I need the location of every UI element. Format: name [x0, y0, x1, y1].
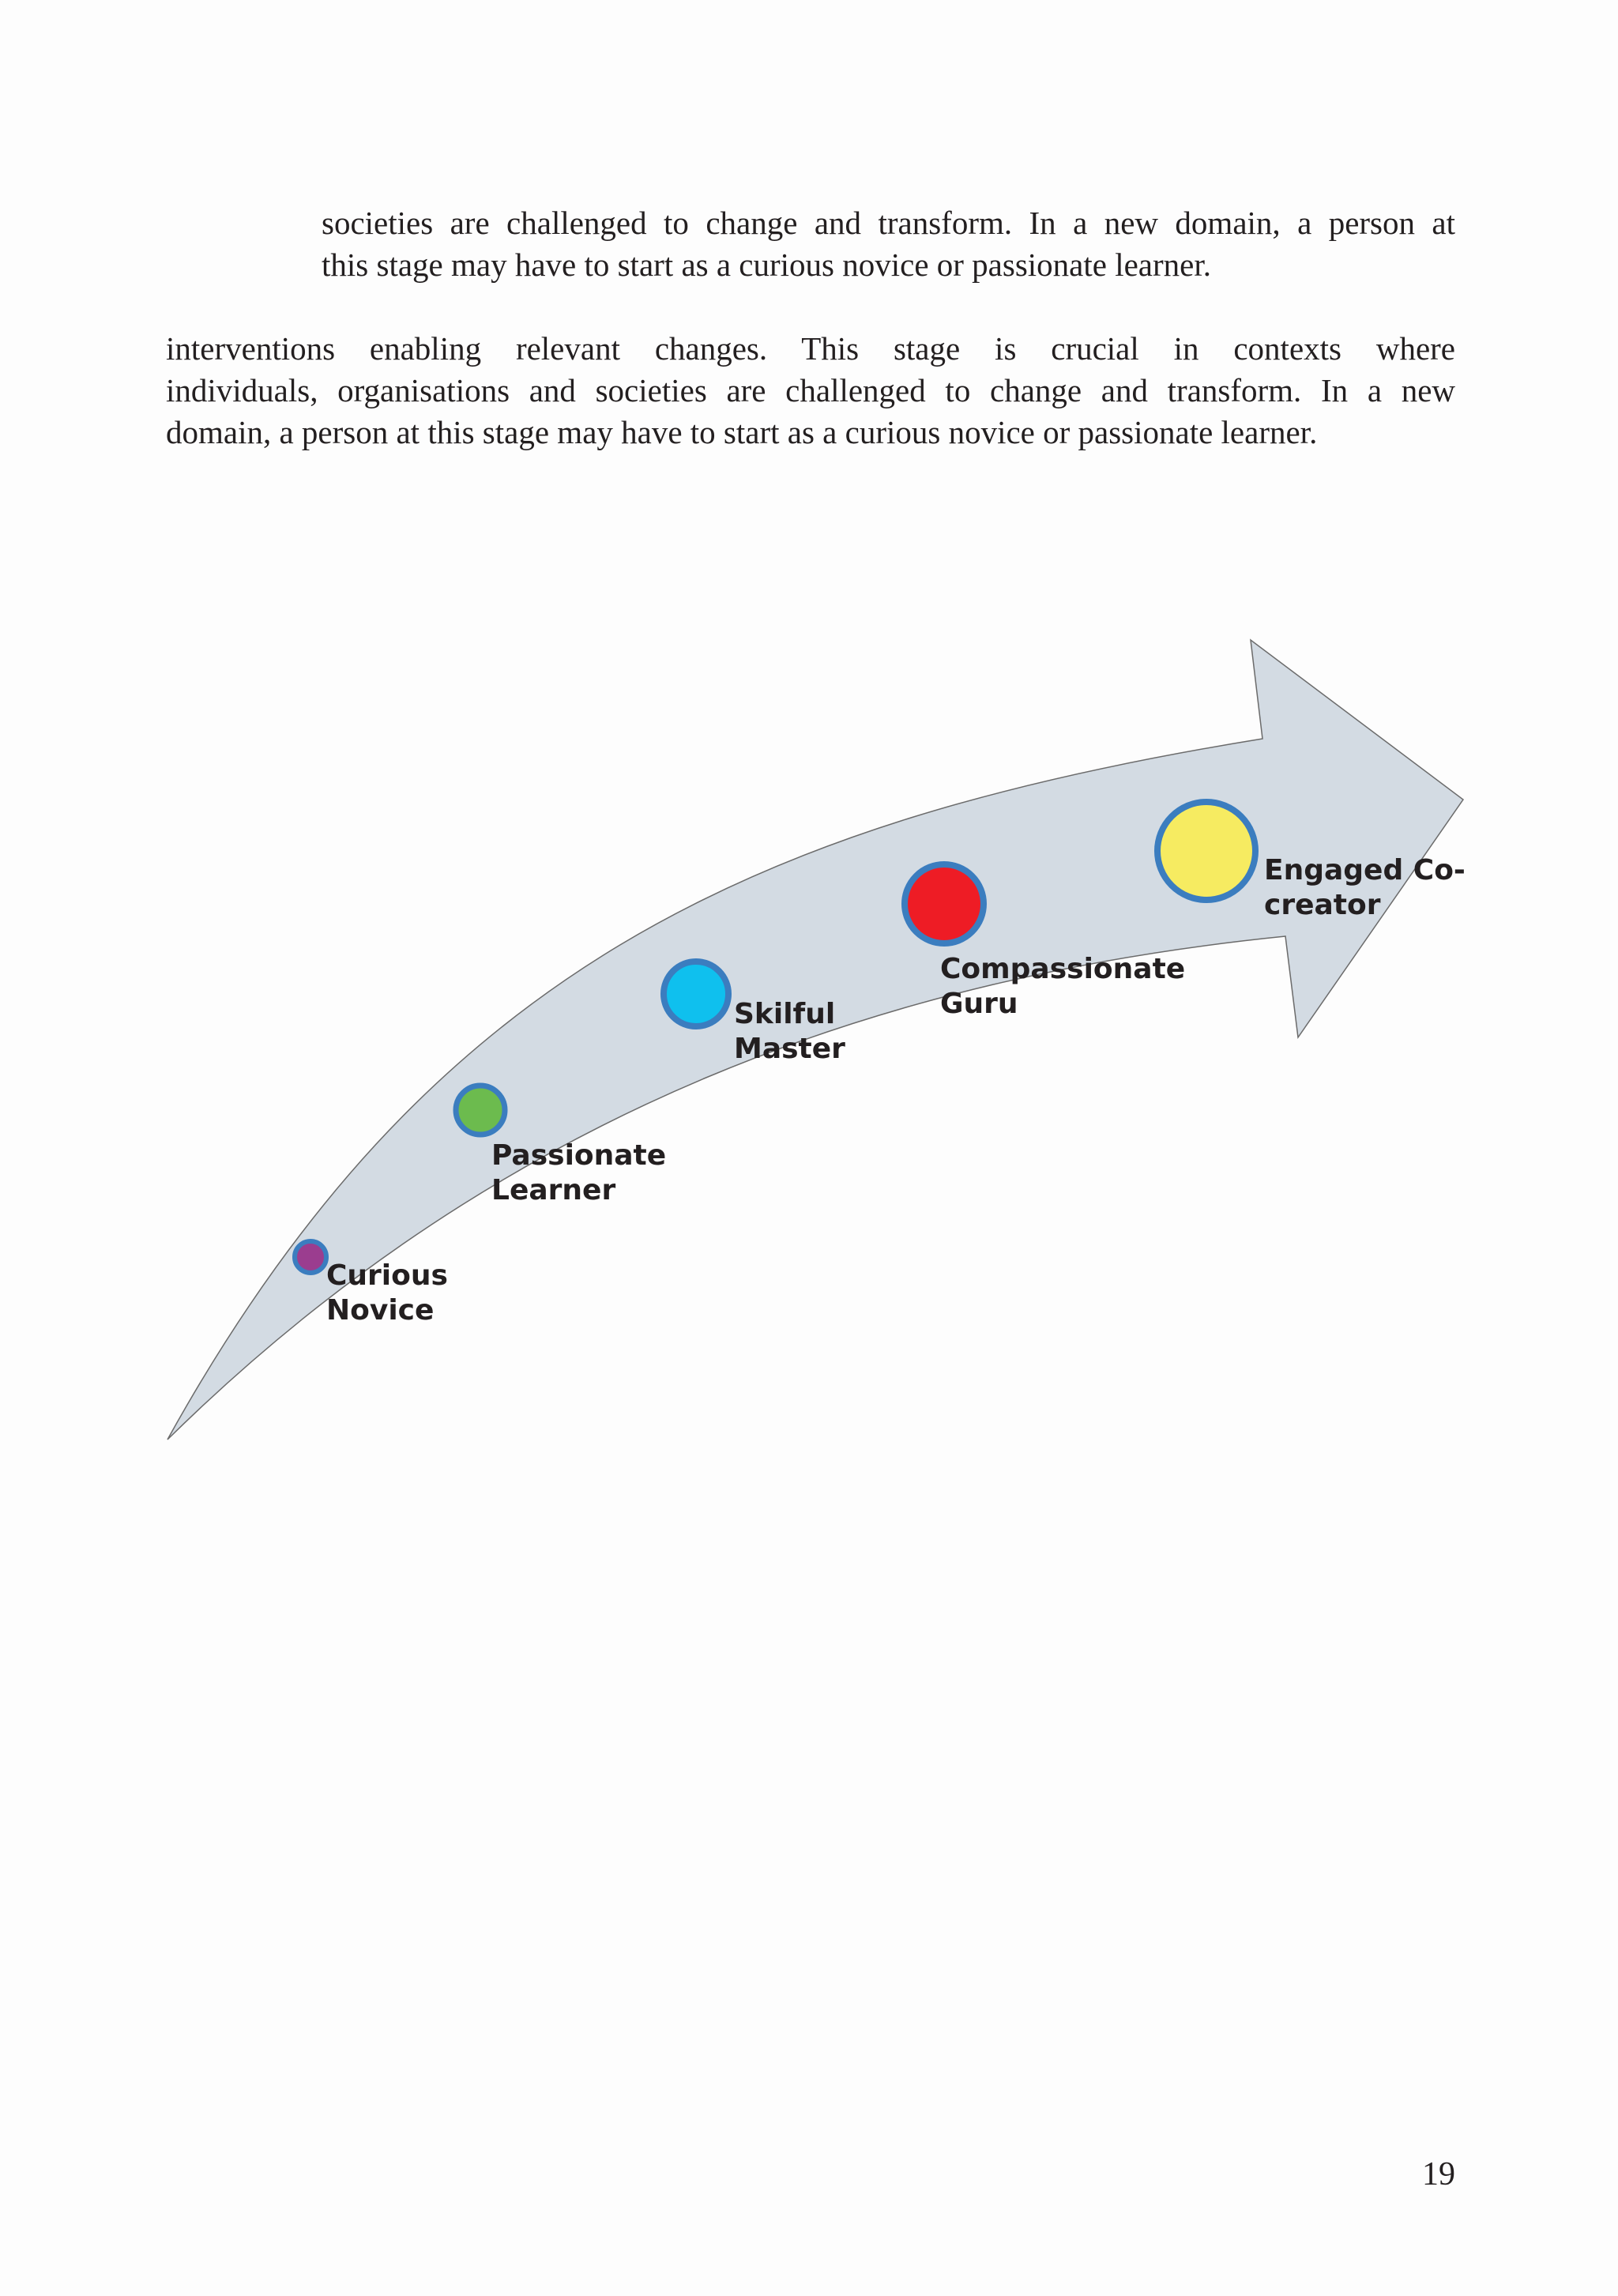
stage-label-line: Engaged Co- [1264, 854, 1466, 886]
stage-marker-skilful-master [664, 962, 728, 1026]
stage-label-line: Compassionate [940, 953, 1186, 985]
stage-label-line: Master [734, 1033, 845, 1065]
page-number: 19 [1422, 2156, 1455, 2192]
stage-marker-curious-novice [295, 1241, 326, 1273]
stage-label-line: Skilful [734, 998, 836, 1030]
paragraph-line: domain, a person at this stage may have to start as a curious novice or passionate learner. [166, 414, 1318, 450]
stage-label-curious-novice [326, 1259, 457, 1327]
paragraph-line: interventions enabling relevant changes. This stage is crucial in contexts where [166, 330, 1455, 367]
stage-marker-compassionate-guru [905, 864, 984, 943]
stage-marker-passionate-learner [456, 1086, 505, 1135]
paragraph-line: this stage may have to start as a curious novice or passionate learner. [322, 247, 1211, 283]
stage-label-line: Curious [326, 1259, 448, 1292]
stage-label-line: creator [1264, 889, 1381, 921]
stage-label-line: Guru [940, 988, 1018, 1020]
paragraph-line: societies are challenged to change and transform. In a new domain, a person at [322, 205, 1455, 241]
paragraph-line: individuals, organisations and societies are challenged to change and transform. In a new [166, 372, 1455, 408]
stage-label-line: Learner [491, 1174, 616, 1206]
stage-label-line: Novice [326, 1294, 435, 1327]
stage-label-passionate-learner [491, 1139, 676, 1206]
stage-marker-engaged-co-creator [1157, 802, 1255, 900]
stage-label-line: Passionate [491, 1139, 667, 1172]
